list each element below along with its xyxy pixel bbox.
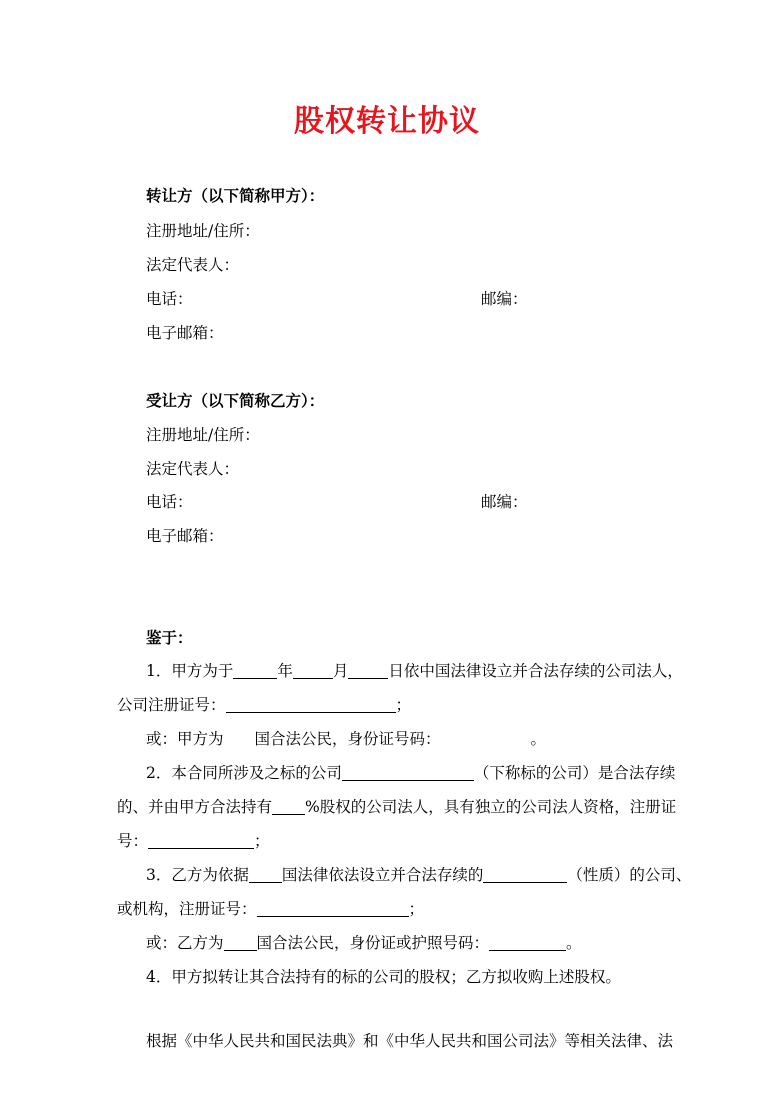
clause-1-line-1 (146, 661, 683, 681)
clause-1-reg-label: 公司注册证号： (117, 696, 226, 714)
clause-2-reg-blank (148, 832, 254, 849)
clause-2-line-2 (117, 797, 676, 817)
clause-1-line-2 (117, 695, 411, 715)
year-blank (233, 662, 277, 679)
party-b-heading: 受让方（以下简称乙方）： (146, 391, 325, 410)
clause-3-line-2 (117, 899, 424, 919)
party-b-phone-label: 电话： (146, 493, 193, 511)
party-a-postcode-label: 邮编： (481, 290, 528, 308)
clause-1-alt-b: 国合法公民，身份证号码： (254, 730, 441, 748)
target-company-blank (342, 764, 474, 781)
party-a-heading: 转让方（以下简称甲方）： (146, 186, 325, 205)
clause-1-month: 月 (332, 662, 349, 680)
clause-3-text-e: ； (408, 900, 425, 918)
clause-1-text-b: 日依中国法律设立并合法存续的公司法人， (388, 662, 683, 680)
reg-number-blank (226, 696, 396, 713)
party-b-address-label: 注册地址/住所： (146, 426, 260, 444)
clause-1-text-a: 1．甲方为于 (146, 662, 234, 680)
clause-1-year: 年 (277, 662, 293, 680)
clause-2-text-f: ； (254, 832, 270, 850)
clause-3-country-blank (224, 934, 257, 951)
clause-3-text-b: 国法律依法设立并合法存续的 (281, 866, 484, 884)
party-a-address-label: 注册地址/住所： (146, 222, 260, 240)
clause-3-alt-end: 。 (566, 934, 582, 952)
clause-2-text-e: 号： (117, 832, 149, 850)
clause-3-alt-a: 或：乙方为 (146, 934, 224, 952)
country-blank (249, 866, 282, 883)
clause-2-line-3 (117, 831, 270, 851)
month-blank (293, 662, 333, 679)
day-blank (348, 662, 388, 679)
document-title: 股权转让协议 (294, 104, 480, 139)
party-b-postcode-label: 邮编： (481, 493, 528, 511)
party-a-email-label: 电子邮箱： (146, 324, 224, 342)
clause-1-reg-end: ； (395, 696, 412, 714)
clause-3-alt-b: 国合法公民，身份证或护照号码： (256, 934, 490, 952)
clause-4: 4．甲方拟转让其合法持有的标的公司的股权；乙方拟收购上述股权。 (146, 968, 621, 986)
party-b-legal-rep-label: 法定代表人： (146, 460, 240, 478)
passport-blank (489, 934, 566, 951)
clause-3-text-c: （性质）的公司、 (567, 866, 692, 884)
clause-3-line-1 (146, 865, 691, 885)
clause-2-text-a: 2．本合同所涉及之标的公司 (146, 764, 342, 782)
clause-2-text-b: （下称标的公司）是合法存续 (473, 764, 676, 782)
clause-3-text-a: 3．乙方为依据 (146, 866, 249, 884)
clause-1-alt-end: 。 (530, 730, 547, 748)
clause-3-reg-blank (257, 900, 409, 917)
clause-1-line-3 (146, 729, 546, 749)
clause-2-text-d: %股权的公司法人，具有独立的公司法人资格，注册证 (305, 798, 677, 816)
clause-2-text-c: 的、并由甲方合法持有 (117, 798, 273, 816)
basis-paragraph: 根据《中华人民共和国民法典》和《中华人民共和国公司法》等相关法律、法 (146, 1032, 674, 1050)
party-a-phone-label: 电话： (146, 290, 193, 308)
party-a-legal-rep-label: 法定代表人： (146, 256, 240, 274)
percent-blank (272, 798, 305, 815)
party-b-email-label: 电子邮箱： (146, 527, 224, 545)
clause-3-text-d: 或机构，注册证号： (117, 900, 257, 918)
whereas-heading: 鉴于： (146, 628, 193, 647)
clause-1-alt-a: 或：甲方为 (146, 730, 224, 748)
clause-2-line-1 (146, 763, 675, 783)
clause-3-line-3 (146, 933, 582, 953)
nature-blank (483, 866, 567, 883)
